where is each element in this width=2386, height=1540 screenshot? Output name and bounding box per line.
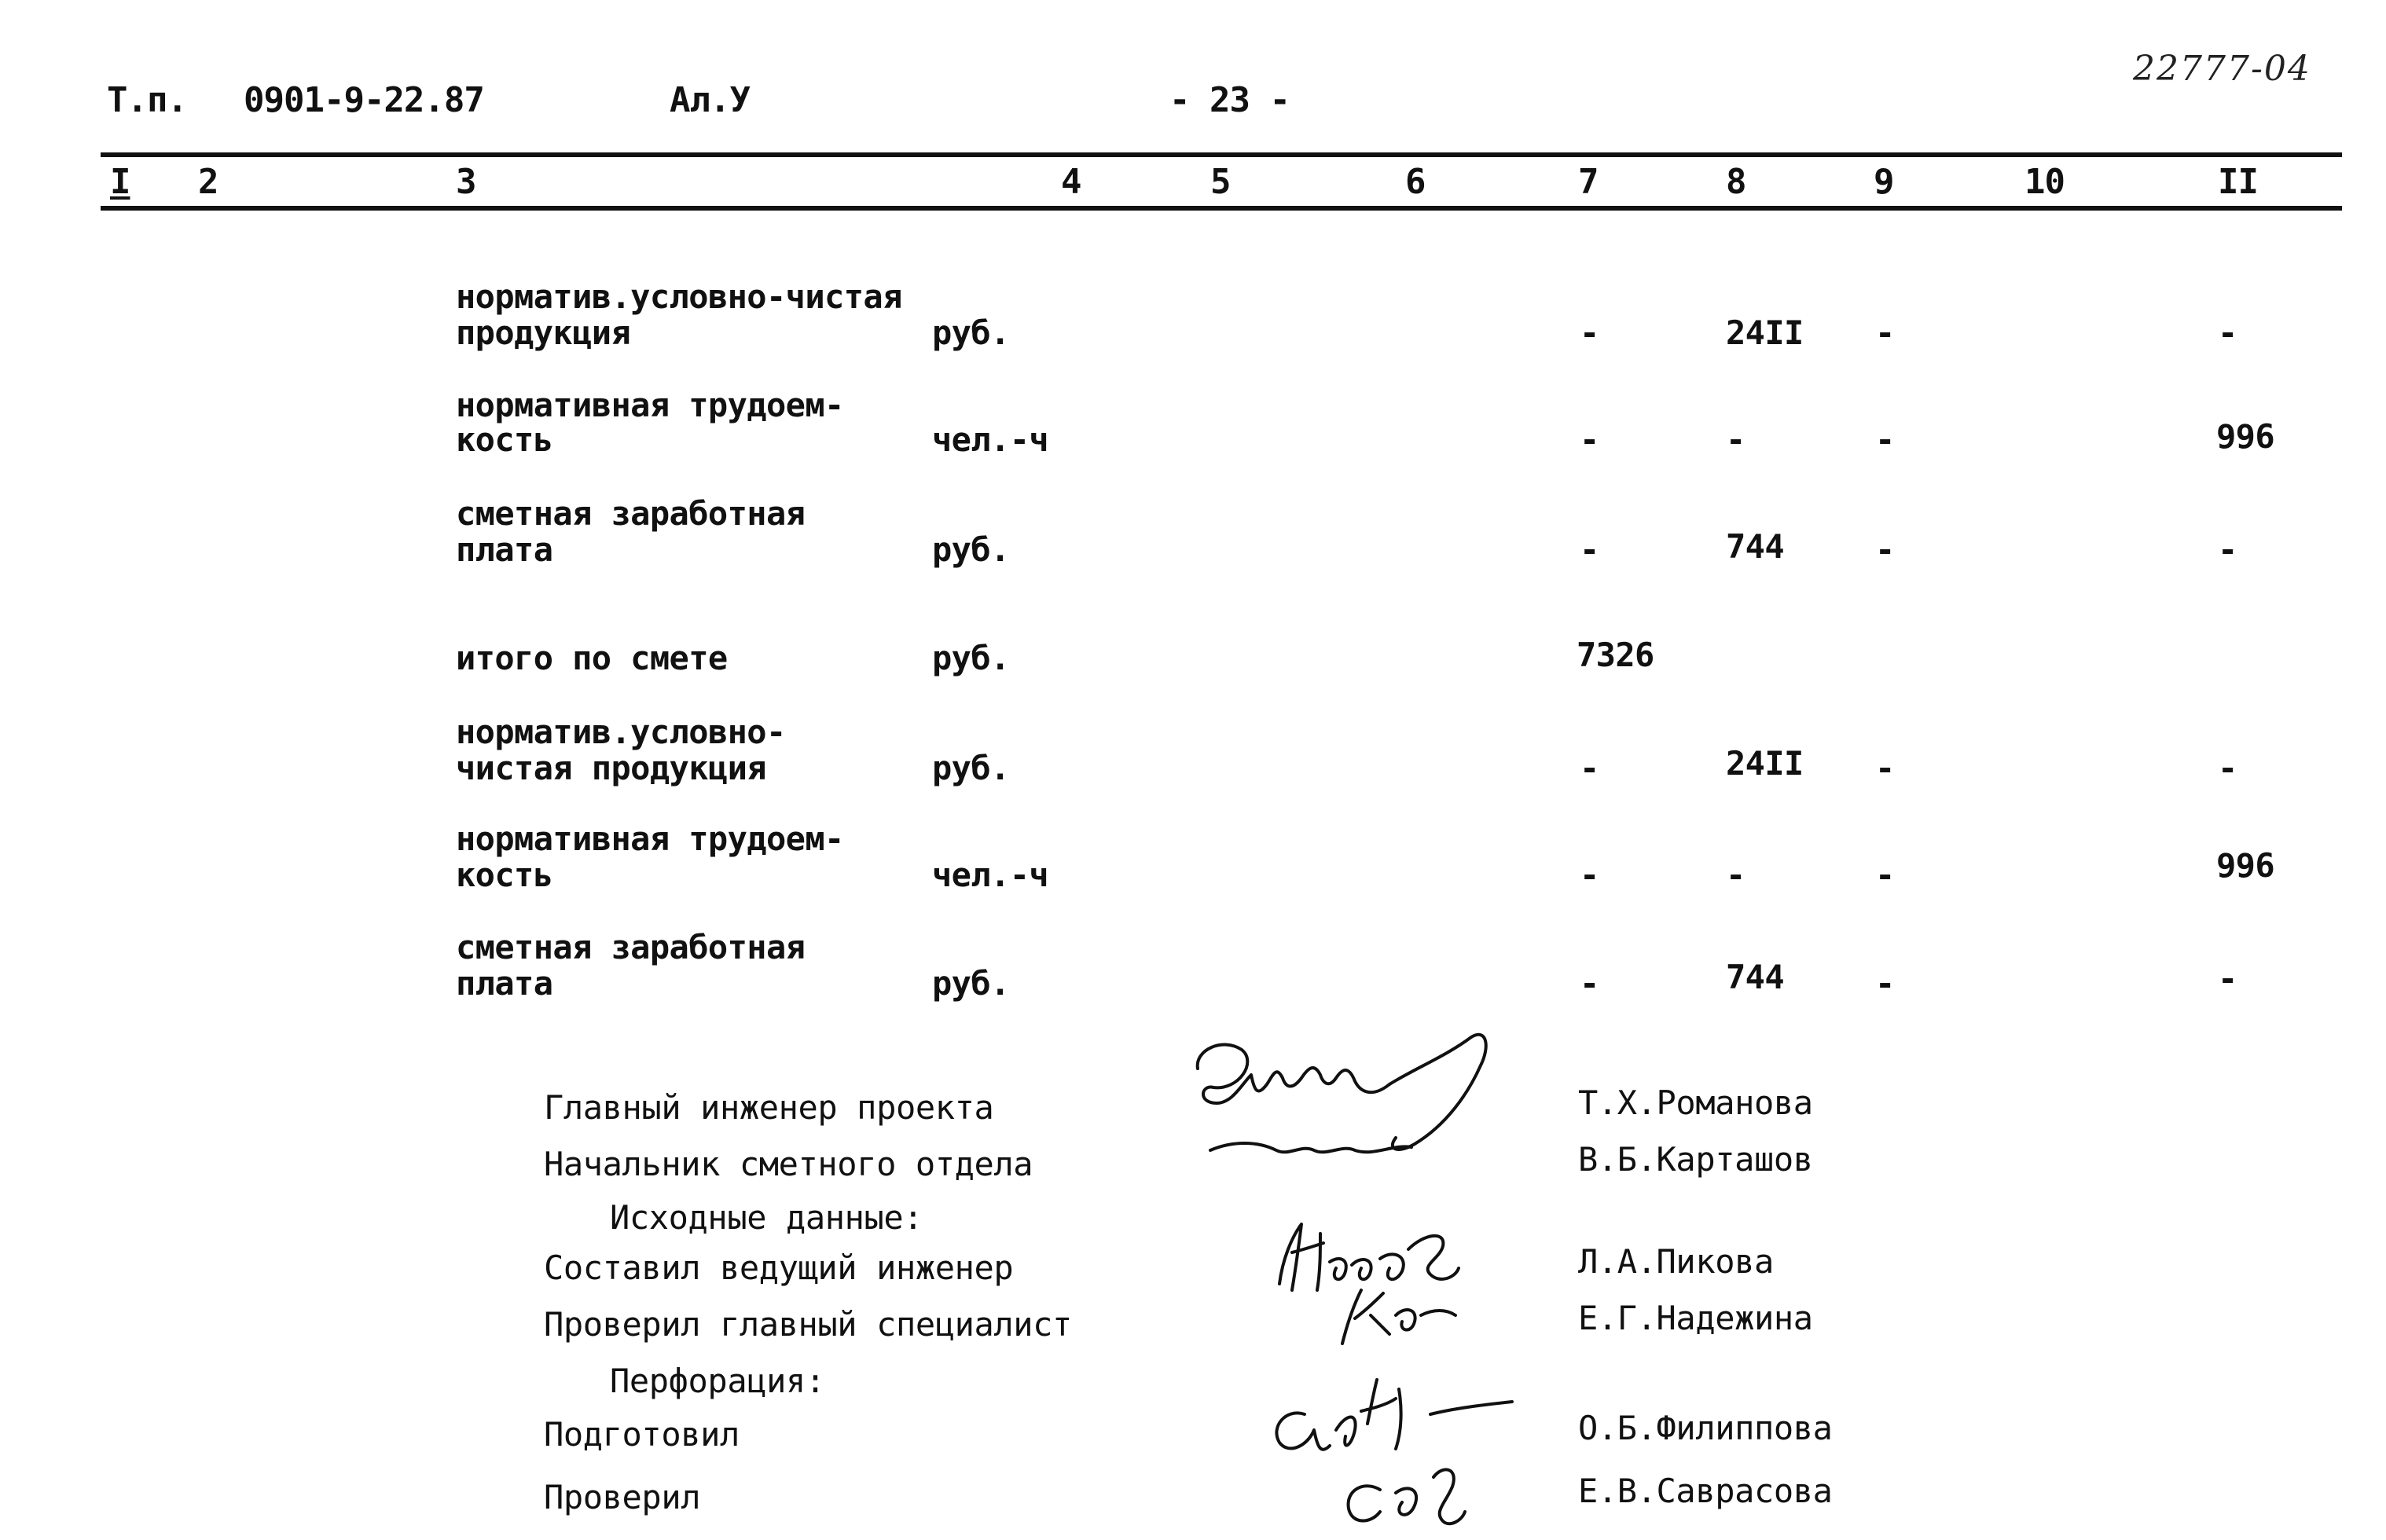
row-col11: 996 [2216,847,2275,885]
tp-number: 0901-9-22.87 [244,82,484,121]
row-name-line1: норматив.условно-чистая [456,278,902,316]
row-name-line1: сметная заработная [456,929,806,966]
row-col8: - [1726,421,1745,459]
col-header-6: 6 [1405,163,1426,203]
row-name-line1: сметная заработная [456,495,806,533]
row-name-line2: плата [456,965,553,1003]
row-name-line2: чистая продукция [456,750,766,787]
row-col11: - [2218,531,2237,569]
row-name-line1: нормативная трудоем- [456,820,844,858]
checked-name: Е.В.Саврасова [1578,1472,1833,1510]
row-col11: - [2218,314,2237,352]
signature-scribble-2 [1257,1202,1493,1351]
row-name-line2: кость [456,421,553,459]
row-name-line1: итого по смете [456,640,728,677]
row-col8: 24II [1726,745,1804,783]
header-top-rule [101,152,2342,157]
row-name-line2: кость [456,856,553,894]
row-col7: 7326 [1577,636,1654,674]
row-name-line1: норматив.условно- [456,713,786,751]
col-header-9: 9 [1874,163,1894,203]
col-header-4: 4 [1061,163,1081,203]
col-header-7: 7 [1578,163,1599,203]
checked-role: Проверил [544,1479,701,1516]
row-unit: руб. [932,314,1010,352]
row-col9: - [1875,421,1895,459]
header-bottom-rule [101,206,2342,211]
prepared-name: О.Б.Филиппова [1578,1410,1833,1447]
inventory-number: 22777-04 [2133,50,2311,90]
compiled-role: Составил ведущий инженер [544,1249,1014,1287]
tp-label: Т.п. [107,82,187,121]
checked-specialist-name: Е.Г.Надежина [1578,1300,1813,1337]
chief-engineer-name: Т.Х.Романова [1578,1084,1813,1122]
row-col8: 24II [1726,314,1804,352]
source-data-heading: Исходные данные: [610,1199,923,1237]
row-col7: - [1580,531,1599,569]
row-name-line1: нормативная трудоем- [456,387,844,424]
chief-engineer-role: Главный инженер проекта [544,1089,994,1127]
row-col9: - [1875,531,1895,569]
row-unit: руб. [932,531,1010,569]
col-header-1: I [110,163,130,203]
perforation-heading: Перфорация: [610,1362,825,1400]
row-col7: - [1580,314,1599,352]
row-unit: чел.-ч [932,421,1049,459]
row-col7: - [1580,421,1599,459]
col-header-2: 2 [198,163,218,203]
row-col9: - [1875,750,1895,787]
row-col9: - [1875,856,1895,894]
col-header-10: 10 [2024,163,2065,203]
row-col7: - [1580,856,1599,894]
album-label: Ал.У [670,82,750,121]
row-col8: - [1726,856,1745,894]
col-header-5: 5 [1210,163,1231,203]
row-col9: - [1875,965,1895,1003]
signature-scribble-3 [1257,1367,1525,1540]
row-unit: руб. [932,640,1010,677]
page-number: - 23 - [1169,82,1290,121]
row-col8: 744 [1726,959,1785,996]
prepared-role: Подготовил [544,1416,740,1454]
row-col7: - [1580,750,1599,787]
col-header-3: 3 [456,163,476,203]
row-unit: руб. [932,750,1010,787]
row-name-line2: плата [456,531,553,569]
col-header-11: II [2218,163,2258,203]
col-header-8: 8 [1726,163,1746,203]
estimate-head-name: В.Б.Карташов [1578,1141,1813,1179]
row-col11: 996 [2216,418,2275,456]
row-col8: 744 [1726,528,1785,566]
checked-specialist-role: Проверил главный специалист [544,1306,1072,1344]
row-unit: чел.-ч [932,856,1049,894]
row-unit: руб. [932,965,1010,1003]
compiled-name: Л.А.Пикова [1578,1243,1774,1281]
signature-scribble-1 [1179,1021,1509,1194]
row-col11: - [2218,750,2237,787]
row-col9: - [1875,314,1895,352]
row-name-line2: продукция [456,314,631,352]
estimate-head-role: Начальник сметного отдела [544,1146,1033,1183]
row-col11: - [2218,960,2237,998]
row-col7: - [1580,965,1599,1003]
